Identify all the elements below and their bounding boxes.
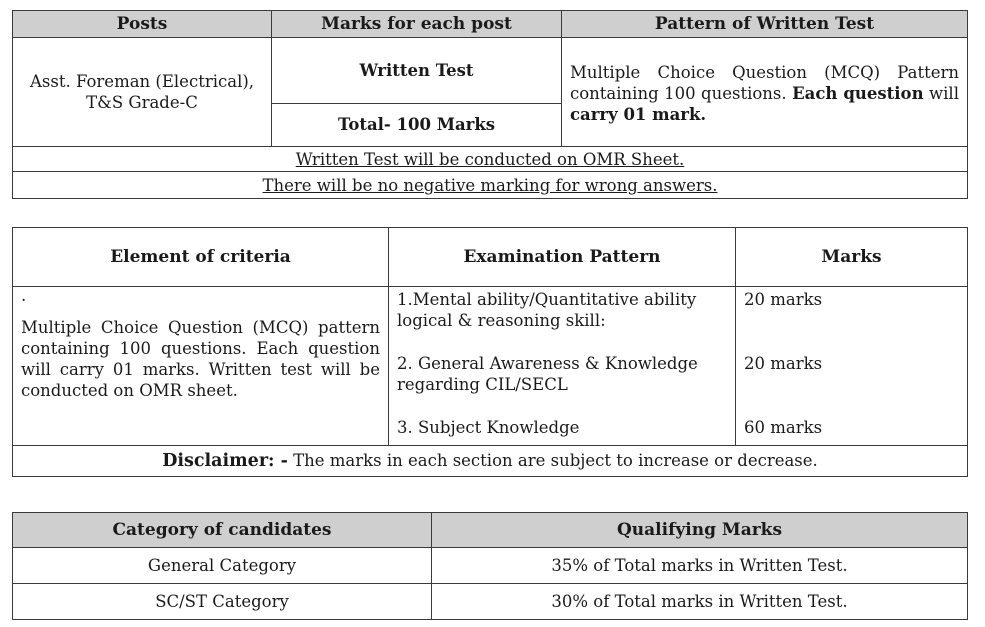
- header-category: Category of candidates: [13, 513, 432, 548]
- written-test-label: Written Test: [359, 60, 474, 80]
- marks-item-2: [736, 353, 968, 417]
- total-marks: Total- 100 Marks: [337, 115, 496, 135]
- table-row: [13, 548, 968, 584]
- disclaimer-text: The marks in each section are subject to increase or decrease.: [287, 451, 818, 470]
- marks-item-1: [736, 287, 968, 354]
- pattern-text: Multiple Choice Question (MCQ) Pattern containing 100 questions.: [570, 63, 959, 103]
- header-marks: Marks: [736, 228, 968, 287]
- marks-item-3: [736, 417, 968, 446]
- pattern-bold-2: carry 01 mark.: [570, 105, 707, 124]
- pattern-cell: [562, 38, 968, 147]
- pattern-item-3: [389, 417, 736, 446]
- criteria-dot: .: [21, 286, 27, 305]
- written-test-cell: [272, 38, 562, 104]
- category-general: General Category: [13, 548, 432, 584]
- table-header-row: [13, 228, 968, 287]
- table-header-row: [13, 11, 968, 38]
- pattern-will: will: [929, 84, 959, 103]
- table-row: [13, 584, 968, 620]
- table-row: [13, 38, 968, 104]
- pattern-item-2-text: 2. General Awareness & Knowledge regarding CIL/SECL: [397, 354, 698, 394]
- disclaimer-cell: [13, 446, 968, 477]
- marks-item-2-text: 20 marks: [744, 354, 823, 373]
- header-examination-pattern: Examination Pattern: [389, 228, 736, 287]
- header-element-of-criteria: Element of criteria: [13, 228, 389, 287]
- table-row: [13, 446, 968, 477]
- table-header-row: [13, 513, 968, 548]
- marks-item-1-text: 20 marks: [744, 290, 823, 309]
- criteria-text: Multiple Choice Question (MCQ) pattern containing 100 questions. Each question will carry 01 marks. Written test will be conducted on OMR sheet.: [21, 318, 380, 400]
- note-omr: Written Test will be conducted on OMR Sheet.: [295, 149, 685, 169]
- table-row: [13, 172, 968, 199]
- marks-item-3-text: 60 marks: [744, 418, 823, 437]
- disclaimer-label: Disclaimer: -: [162, 451, 288, 471]
- header-marks-for-each-post: Marks for each post: [272, 11, 562, 38]
- pattern-bold: Each question: [792, 84, 924, 103]
- post-name-cell: [13, 38, 272, 147]
- pattern-item-1: [389, 287, 736, 354]
- header-posts: Posts: [13, 11, 272, 38]
- qualifying-sc-st: 30% of Total marks in Written Test.: [432, 584, 968, 620]
- table-row: [13, 147, 968, 172]
- qualifying-general: 35% of Total marks in Written Test.: [432, 548, 968, 584]
- pattern-item-1-text: 1.Mental ability/Quantitative ability logical & reasoning skill:: [397, 290, 697, 330]
- note-negative-cell: [13, 172, 968, 199]
- total-marks-cell: [272, 103, 562, 146]
- pattern-item-3-text: 3. Subject Knowledge: [397, 418, 580, 437]
- exam-pattern-table: [12, 227, 968, 477]
- qualifying-marks-table: [12, 512, 968, 620]
- criteria-cell: [13, 287, 389, 446]
- note-omr-cell: [13, 147, 968, 172]
- header-qualifying-marks: Qualifying Marks: [432, 513, 968, 548]
- post-name: Asst. Foreman (Electrical), T&S Grade-C: [29, 72, 255, 112]
- pattern-item-2: [389, 353, 736, 417]
- table-row: [13, 287, 968, 354]
- note-negative-marking: There will be no negative marking for wrong answers.: [262, 175, 718, 195]
- category-sc-st: SC/ST Category: [13, 584, 432, 620]
- post-marks-table: [12, 10, 968, 199]
- header-pattern-of-written-test: Pattern of Written Test: [562, 11, 968, 38]
